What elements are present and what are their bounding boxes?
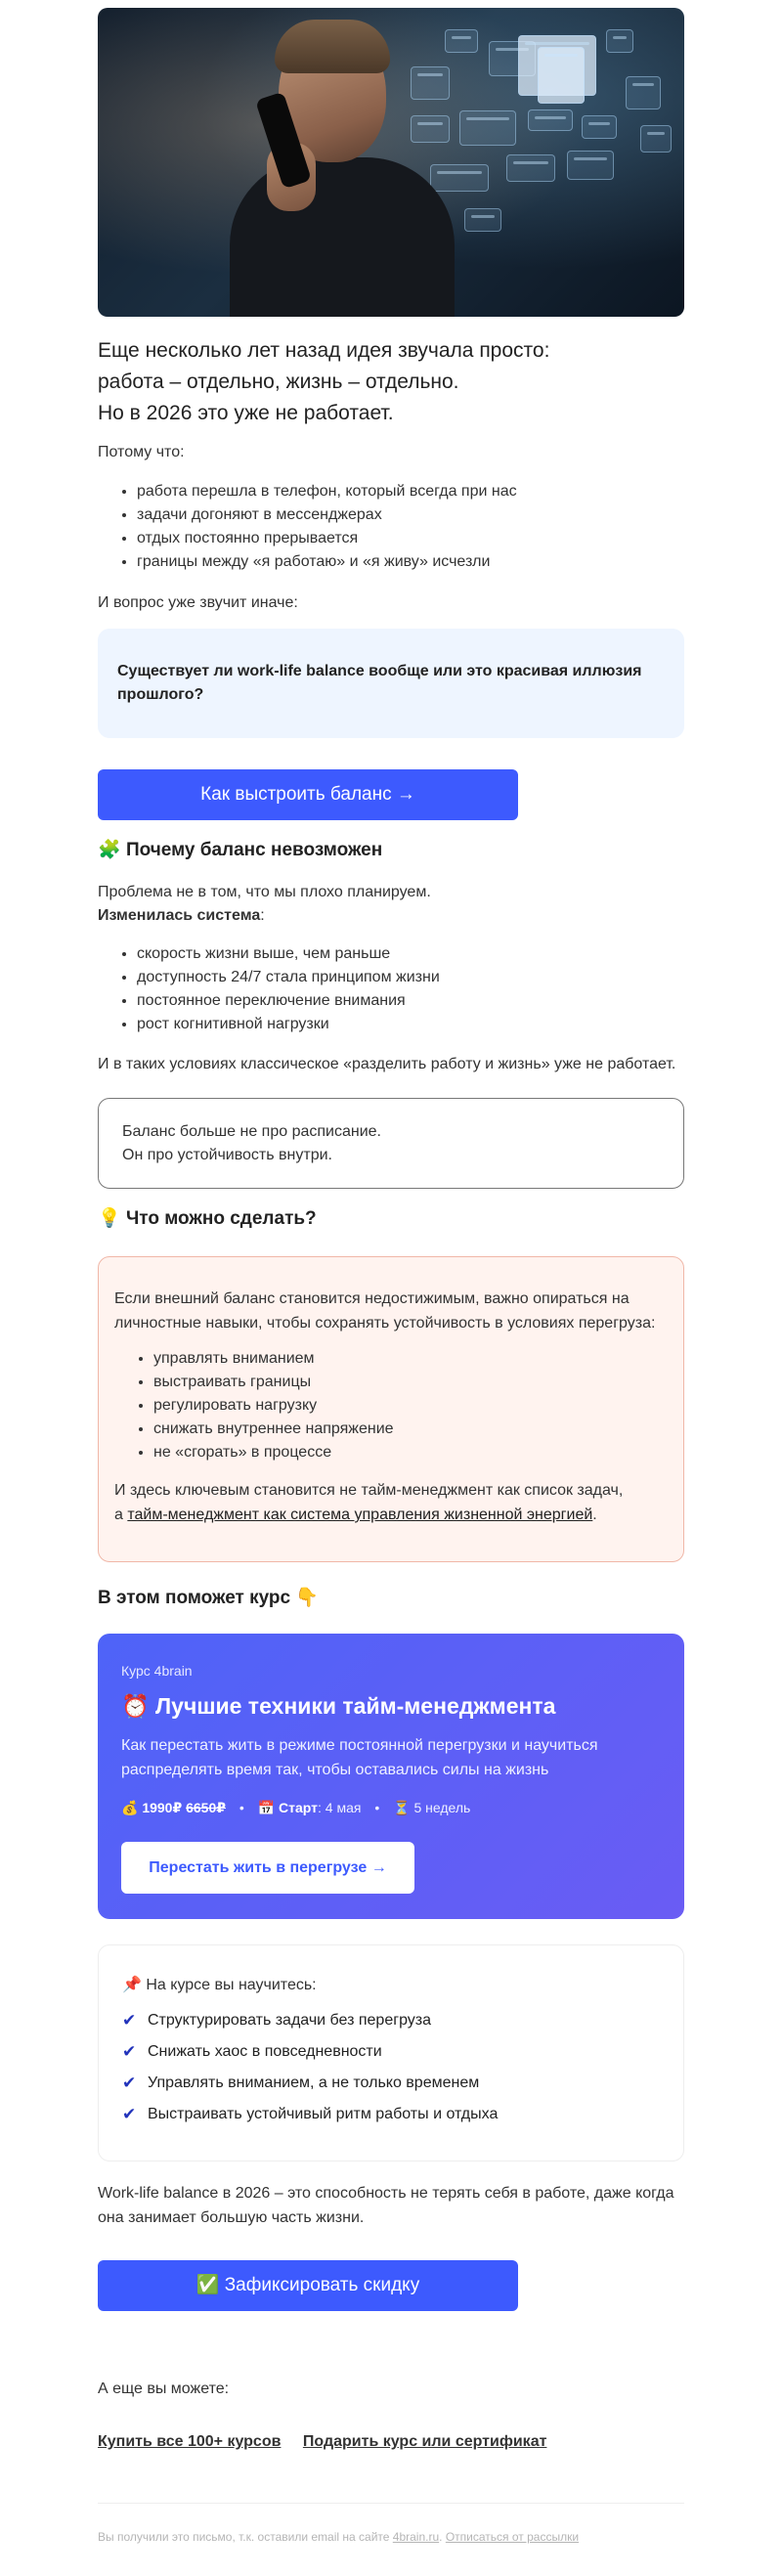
balance-button[interactable]: Как выстроить баланс → (98, 769, 518, 820)
list-item (122, 2099, 498, 2130)
more-title: А еще вы можете: (98, 2380, 230, 2397)
list-item: • границы между «я работаю» и «я живу» исчезли (137, 550, 684, 574)
more-links (98, 2433, 684, 2451)
bulb-icon: 💡 (98, 1208, 121, 1229)
section-title-text: Почему баланс невозможен (125, 840, 383, 860)
course-old-price: 6650₽ (186, 1800, 226, 1815)
list-item (122, 2005, 498, 2036)
colon: : (260, 907, 265, 924)
separator: • (239, 1800, 244, 1815)
question-intro: И вопрос уже звучит иначе: (98, 594, 298, 611)
section-title-help (98, 1585, 684, 1612)
section-title-text: Что можно сделать? (125, 1208, 317, 1229)
list-item: • не «сгорать» в процессе (153, 1441, 668, 1464)
question-callout (98, 629, 684, 738)
course-title-text: Лучшие техники тайм-менеджмента (155, 1693, 556, 1719)
course-title (121, 1690, 555, 1722)
problem-line: Проблема не в том, что мы плохо планируем. (98, 884, 431, 900)
footer (98, 2528, 684, 2546)
footer-text: Вы получили это письмо, т.к. оставили email на сайте (98, 2530, 393, 2544)
intro-lead-line: Еще несколько лет назад идея звучала просто: (98, 339, 550, 362)
because-text: Потому что: (98, 444, 185, 460)
list-item: • постоянное переключение внимания (137, 989, 684, 1013)
course-duration: 5 недель (413, 1800, 471, 1815)
suffix: . (592, 1506, 597, 1523)
quote-line: Баланс больше не про расписание. (122, 1123, 381, 1140)
unsubscribe-link[interactable]: Отписаться от рассылки (445, 2530, 580, 2544)
list-item: • задачи догоняют в мессенджерах (137, 503, 684, 527)
list-item: • рост когнитивной нагрузки (137, 1013, 684, 1036)
footer-dot: . (439, 2530, 446, 2544)
fix-discount-button[interactable]: ✅ Зафиксировать скидку (98, 2260, 518, 2311)
skills-after (114, 1478, 668, 1527)
factors-list (98, 942, 684, 1036)
list-item: • отдых постоянно прерывается (137, 527, 684, 550)
system-changed-label: Изменилась система (98, 907, 261, 924)
calendar-icon: 📅 (257, 1800, 276, 1815)
learn-item-text: Снижать хаос в повседневности (148, 2043, 382, 2060)
puzzle-icon: 🧩 (98, 840, 121, 860)
hourglass-icon: ⏳ (393, 1800, 411, 1815)
skills-after-line (114, 1503, 668, 1527)
learn-item-text: Выстраивать устойчивый ритм работы и отдыха (148, 2106, 499, 2122)
skills-after-line: И здесь ключевым становится не тайм-менеджмент как список задач, (114, 1482, 624, 1499)
pointing-down-icon: 👇 (295, 1588, 320, 1608)
learn-item-text: Управлять вниманием, а не только временем (148, 2074, 480, 2091)
alarm-clock-icon: ⏰ (121, 1693, 150, 1719)
check-icon: ✔ (122, 2074, 137, 2092)
reasons-list (98, 480, 684, 574)
divider (98, 2503, 684, 2504)
intro-lead (98, 335, 684, 429)
course-caption: Курс 4brain (121, 1663, 193, 1679)
check-icon: ✔ (122, 2042, 137, 2061)
energy-management-link[interactable]: тайм-менеджмент как система управления жизненной энергией (127, 1506, 593, 1523)
money-bag-icon: 💰 (121, 1800, 139, 1815)
hero-image (98, 8, 684, 317)
list-item: • регулировать нагрузку (153, 1394, 668, 1418)
section-title-text: В этом поможет курс (98, 1588, 291, 1608)
list-item: • выстраивать границы (153, 1371, 668, 1394)
check-icon: ✔ (122, 2105, 137, 2123)
intro-lead-line: Но в 2026 это уже не работает. (98, 402, 394, 424)
learn-box (98, 1944, 684, 2161)
learn-item-text: Структурировать задачи без перегруза (148, 2012, 432, 2029)
list-item: • управлять вниманием (153, 1347, 668, 1371)
skills-intro: Если внешний баланс становится недостижимым, важно опираться на личностные навыки, чтобы сохранять устойчивость в условиях перегруза: (114, 1290, 656, 1332)
course-meta (121, 1798, 470, 1817)
conclusion-text: И в таких условиях классическое «разделить работу и жизнь» уже не работает. (98, 1056, 676, 1072)
list-item: • доступность 24/7 стала принципом жизни (137, 966, 684, 989)
site-link[interactable]: 4brain.ru (392, 2530, 440, 2544)
course-description: Как перестать жить в режиме постоянной перегрузки и научиться распределять время так, чтобы оставались силы на жизнь (121, 1737, 598, 1778)
skills-box (98, 1256, 684, 1562)
pushpin-icon: 📌 (122, 1977, 142, 1993)
learn-title (122, 1975, 317, 1994)
learn-list (122, 2005, 498, 2130)
stop-overload-button[interactable]: Перестать жить в перегрузе → (121, 1842, 414, 1894)
list-item: • работа перешла в телефон, который всегда при нас (137, 480, 684, 503)
buy-all-courses-link[interactable]: Купить все 100+ курсов (98, 2433, 282, 2450)
problem-line (98, 904, 684, 928)
quote-box (98, 1098, 684, 1189)
list-item: • снижать внутреннее напряжение (153, 1418, 668, 1441)
course-card (98, 1634, 684, 1919)
course-start-label: Старт (279, 1800, 318, 1815)
question-text: Существует ли work-life balance вообще или это красивая иллюзия прошлого? (117, 663, 642, 703)
skills-list (114, 1347, 668, 1464)
check-icon: ✔ (122, 2011, 137, 2030)
problem-text (98, 881, 684, 928)
quote-line: Он про устойчивость внутри. (122, 1147, 332, 1163)
gift-course-link[interactable]: Подарить курс или сертификат (302, 2433, 547, 2450)
section-title-why (98, 837, 684, 864)
outro-text: Work-life balance в 2026 – это способность не терять себя в работе, даже когда она занимает большую часть жизни. (98, 2185, 674, 2226)
list-item (122, 2036, 498, 2068)
section-title-what (98, 1205, 684, 1233)
course-start-date: : 4 мая (318, 1800, 362, 1815)
prefix: а (114, 1506, 128, 1523)
separator: • (374, 1800, 380, 1815)
intro-lead-line: работа – отдельно, жизнь – отдельно. (98, 371, 459, 393)
list-item (122, 2068, 498, 2099)
course-price: 1990₽ (142, 1800, 183, 1815)
learn-title-text: На курсе вы научитесь: (146, 1977, 317, 1993)
list-item: • скорость жизни выше, чем раньше (137, 942, 684, 966)
